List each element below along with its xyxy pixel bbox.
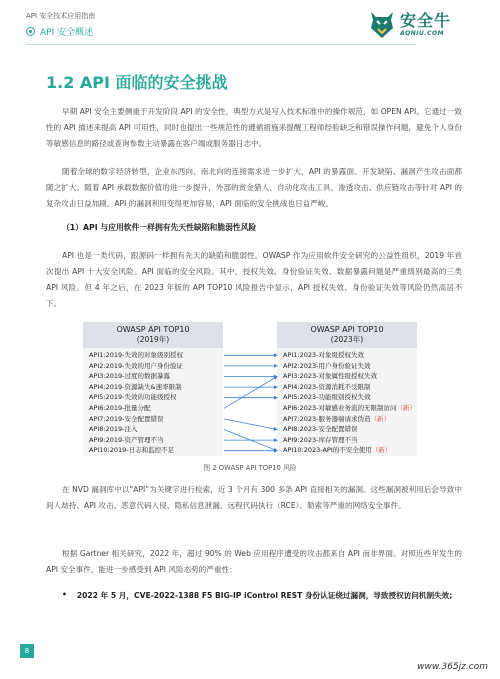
- risk-item-2019: API7:2019-安全配置错误: [89, 414, 164, 423]
- watermark-site: www.365jz.com: [417, 662, 488, 672]
- risk-item-2019: API9:2019-资产管理不当: [89, 435, 164, 444]
- risk-item-2019: API3:2019-过度的数据暴露: [89, 372, 170, 381]
- risk-item-2023: API9:2023-库存管理不当: [283, 435, 358, 444]
- risk-item-2023: API3:2023-对象属性级授权失效: [283, 372, 377, 381]
- risk-item-2019: API8:2019-注入: [89, 425, 138, 434]
- risk-item-2019: API5:2019-失效的功能级授权: [89, 393, 177, 402]
- risk-item-2023: API6:2023-对敏感业务流的无限制访问（新）: [283, 403, 416, 412]
- paragraph-1: 早期 API 安全主要侧重于开发阶段 API 的安全性，典型方式是写入技术标准中的操作规范，如 OPEN API。它通过一致性的 API 描述来提高 API 可用性，同时也提出一些规范性的遵循措施来提醒工程师经验缺乏和错误操作问题，避免个人身份等敏感信息的路径或查询参数主动暴露在客户端或服务器日志中。: [46, 107, 462, 148]
- section-name: API 安全概述: [40, 28, 94, 38]
- risk-item-2019: API2:2019-失效的用户身份验证: [89, 361, 183, 370]
- paragraph-2: 随着全球的数字经济转型，企业东西向、南北向的连接需求进一步扩大，API 的暴露面、开发缺陷、漏洞产生攻击面都随之扩大。随着 API 承载数据价值的进一步提升，外部的赏金猎人、自动化攻击工具、渗透攻击、供应链攻击等针对 API 的复杂攻击日益加剧。API 的漏洞利用变得更加容易，API 面临的安全挑战也日益严峻。: [46, 167, 462, 208]
- mapping-arrow: [224, 377, 277, 409]
- panel-title: OWASP API TOP10: [310, 325, 384, 334]
- risk-item-2019: API6:2019-批量分配: [89, 403, 151, 412]
- owasp-comparison-figure: [83, 322, 417, 456]
- header-divider: [26, 44, 416, 45]
- risk-item-2019: API4:2019-资源缺失&速率限制: [89, 382, 182, 391]
- risk-item-2023: API10:2023-API的不安全使用（新）: [283, 446, 392, 455]
- page-header: [0, 0, 500, 52]
- target-icon: [26, 27, 35, 36]
- mapping-arrow: [224, 419, 277, 430]
- risk-item-2019: API1:2019-失效的对象级别授权: [89, 351, 183, 359]
- brand-logo: [368, 8, 451, 40]
- bullet-item: [62, 590, 462, 601]
- panel-year: (2023年): [330, 335, 364, 344]
- risk-item-2023: API4:2023-资源消耗不受限制: [283, 382, 371, 391]
- new-tag: （新）: [370, 414, 390, 423]
- doc-title: API 安全技术应用指南: [26, 12, 96, 20]
- paragraph-4: 在 NVD 漏洞库中以“API”为关键字进行检索，近 3 个月有 300 多条 API 直接相关的漏洞。这些漏洞被利用后会导致中间人劫持、API 攻击、恶意代码入侵、隐私信息泄漏、远程代码执行（RCE）、勒索等严重的网络安全事件。: [46, 485, 462, 510]
- section-label: [26, 25, 93, 38]
- risk-item-2023: API2:2023-用户身份验证失效: [283, 361, 371, 370]
- risk-item-2023: API5:2023-功能级别授权失效: [283, 393, 371, 402]
- risk-item-2023: API8:2023-安全配置错误: [283, 425, 358, 434]
- figure-caption: 图 2 OWASP API TOP10 风险: [203, 464, 297, 472]
- panel-title: OWASP API TOP10: [116, 325, 190, 334]
- logo-en-text: AQNIU.COM: [400, 29, 445, 37]
- section-heading: 1.2 API 面临的安全挑战: [46, 73, 228, 92]
- mapping-arrows: [83, 322, 417, 456]
- bullet-text: 2022 年 5 月，CVE-2022-1388 F5 BIG-IP iControl REST 身份认证绕过漏洞，导致授权访问机制失效;: [76, 591, 453, 600]
- paragraph-5: 根据 Gartner 相关研究，2022 年，超过 90% 的 Web 应用程序遭受的攻击都来自 API 而非界面。对照近些年发生的 API 安全事件，能进一步感受到 API 风险态势的严重性：: [46, 549, 462, 574]
- logo-cn-text: 安全牛: [400, 10, 452, 30]
- sub-heading: （1）API 与应用软件一样拥有先天性缺陷和脆弱性风险: [62, 223, 257, 232]
- panel-year: (2019年): [136, 335, 170, 344]
- bull-shield-icon: [368, 8, 396, 40]
- new-tag: （新）: [371, 446, 392, 455]
- risk-item-2019: API10:2019-日志和监控不足: [89, 446, 175, 455]
- risk-item-2023: API7:2023-服务器端请求伪造（新）: [283, 414, 390, 423]
- bullet-icon: •: [62, 590, 67, 599]
- risk-item-2023: API1:2023-对象级授权失效: [283, 351, 364, 359]
- page-number: 8: [20, 644, 34, 658]
- new-tag: （新）: [396, 403, 416, 412]
- paragraph-3: API 也是一类代码，跟源码一样拥有先天的缺陷和脆弱性。OWASP 作为应用软件安全研究的公益性组织，2019 年首次提出 API 十大安全风险。API 面临的安全风险。其中，授权失效、身份验证失效、数据暴露问题是严重级别最高的三类 API 风险。但 4 年之后，在 2023 年版的 API TOP10 风险报告中显示，API 授权失效、身份验证失效等风险仍然高居不下。: [46, 251, 462, 308]
